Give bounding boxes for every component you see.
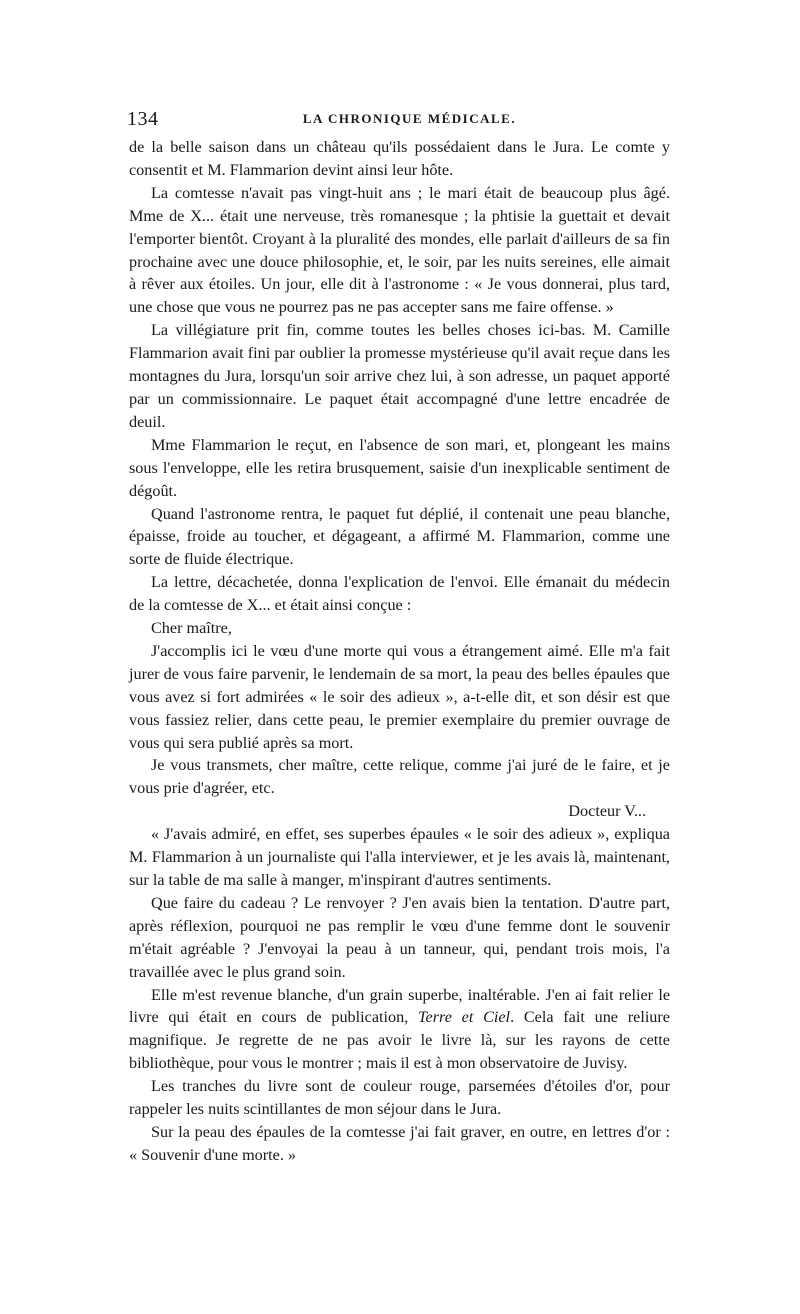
paragraph: Mme Flammarion le reçut, en l'absence de son mari, et, plongeant les mains sous l'enveloppe, elle les retira brusquement, saisie d'un inexplicable sentiment de dégoût. xyxy=(129,435,670,500)
book-page xyxy=(129,100,670,1167)
paragraph: La lettre, décachetée, donna l'explication de l'envoi. Elle émanait du médecin de la comtesse de X... et était ainsi conçue : xyxy=(129,573,670,615)
paragraph-text: . Cela fait une reliure magnifique. Je regrette de ne pas avoir le livre là, sur les rayons de cette bibliothèque, pour vous le montrer ; mais il est à mon observatoire de Juvisy. xyxy=(129,1008,670,1073)
quote-paragraph: « J'avais admiré, en effet, ses superbes épaules « le soir des adieux », expliqua M. Flammarion à un journaliste qui l'alla interviewer, et je les avais là, maintenant, sur la table de ma salle à manger, m'inspirant d'autres sentiments. xyxy=(129,825,670,889)
quote-paragraph: Sur la peau des épaules de la comtesse j'ai fait graver, en outre, en lettres d'or : « Souvenir d'une morte. » xyxy=(129,1122,670,1164)
paragraph: La comtesse n'avait pas vingt-huit ans ; le mari était de beaucoup plus âgé. Mme de X... était une nerveuse, très romanesque ; la phtisie la guettait et devait l'emporter bientôt. Croyant à la pluralité des mondes, elle parlait d'ailleurs de sa fin prochaine avec une douce philosophie, et, le soir, par les nuits sereines, elle aimait à rêver aux étoiles. Un jour, elle dit à l'astronome : « Je vous donnerai, plus tard, une chose que vous ne pourrez pas ne pas accepter sans me faire offense. » xyxy=(129,183,670,317)
paragraph: La villégiature prit fin, comme toutes les belles choses ici-bas. M. Camille Flammarion avait fini par oublier la promesse mystérieuse qu'il avait reçue dans les montagnes du Jura, lorsqu'un soir arrive chez lui, à son adresse, un paquet apporté par un commissionnaire. Le paquet était accompagné d'une lettre encadrée de deuil. xyxy=(129,321,670,431)
paragraph: Quand l'astronome rentra, le paquet fut déplié, il contenait une peau blanche, épaisse, froide au toucher, et dégageant, a affirmé M. Flammarion, comme une sorte de fluide électrique. xyxy=(129,504,670,569)
letter-signature: Docteur V... xyxy=(568,802,646,821)
paragraph-text: Elle m'est revenue blanche, d'un grain superbe, inaltérable. J'en ai fait relier le livre qui était en cours de publication, xyxy=(129,985,670,1027)
running-title: LA CHRONIQUE MÉDICALE. xyxy=(302,111,517,126)
body-text xyxy=(129,136,670,1167)
paragraph-continuation: de la belle saison dans un château qu'ils possédaient dans le Jura. Le comte y consentit et M. Flammarion devint ainsi leur hôte. xyxy=(129,138,670,179)
quote-paragraph: Que faire du cadeau ? Le renvoyer ? J'en avais bien la tentation. D'autre part, après réflexion, pourquoi ne pas remplir le vœu d'une femme dont le souvenir m'était agréable ? J'envoyai la peau à un tanneur, qui, pendant trois mois, l'a travaillée avec le plus grand soin. xyxy=(129,893,670,981)
quote-paragraph xyxy=(129,984,670,1076)
quote-paragraph: Les tranches du livre sont de couleur rouge, parsemées d'étoiles d'or, pour rappeler les nuits scintillantes de mon séjour dans le Jura. xyxy=(129,1077,670,1119)
book-title: Terre et Ciel xyxy=(418,1008,511,1027)
letter-salutation: Cher maître, xyxy=(151,619,232,638)
page-header xyxy=(129,100,670,130)
page-number: 134 xyxy=(127,108,159,130)
letter-paragraph: Je vous transmets, cher maître, cette relique, comme j'ai juré de le faire, et je vous prie d'agréer, etc. xyxy=(129,756,670,798)
letter-paragraph: J'accomplis ici le vœu d'une morte qui vous a étrangement aimé. Elle m'a fait jurer de vous faire parvenir, le lendemain de sa mort, la peau des belles épaules que vous avez si fort admirées « le soir des adieux », a-t-elle dit, et son désir est que vous fassiez relier, dans cette peau, le premier exemplaire du premier ouvrage de vous qui sera publié après sa mort. xyxy=(129,641,670,752)
